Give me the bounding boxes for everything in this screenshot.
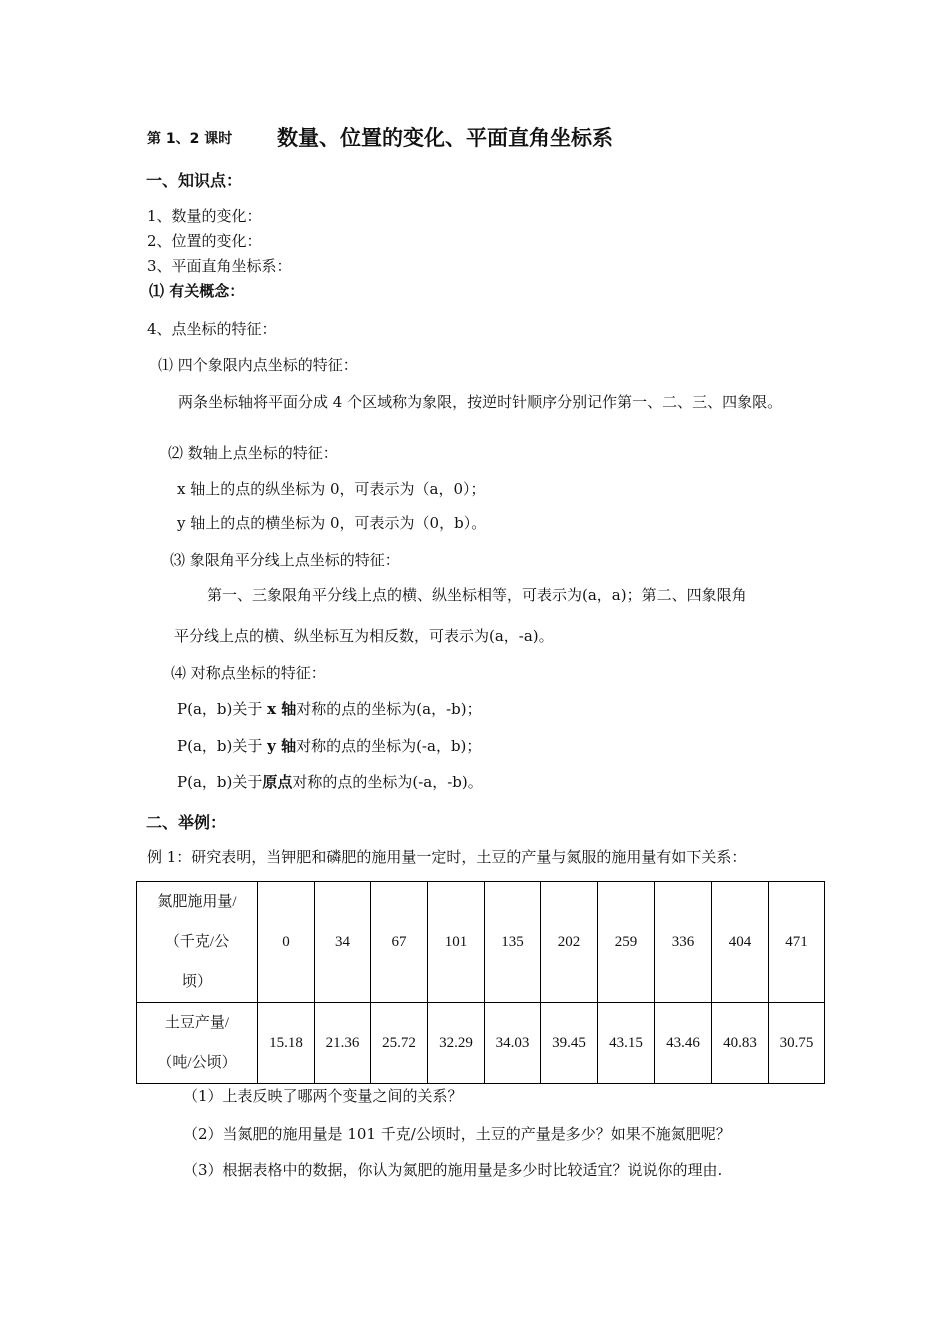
table-row: [137, 882, 825, 1003]
table-cell: 34.03: [485, 1003, 541, 1084]
table-cell: 336: [655, 882, 712, 1003]
item-related-concepts: ⑴ 有关概念：: [149, 282, 245, 300]
question-1: （1）上表反映了哪两个变量之间的关系？: [183, 1087, 463, 1105]
table-cell: 34: [315, 882, 371, 1003]
table-cell: 471: [769, 882, 825, 1003]
page-title: 数量、位置的变化、平面直角坐标系: [277, 126, 613, 150]
item-point-features: 4、点坐标的特征：: [147, 320, 277, 338]
y-axis-rule: y 轴上的点的横坐标为 0，可表示为（0，b）。: [177, 514, 487, 532]
example-1-text: 例 1：研究表明，当钾肥和磷肥的施用量一定时，土豆的产量与氮服的施用量有如下关系：: [147, 848, 747, 866]
item-coordinate-system: 3、平面直角坐标系：: [147, 257, 292, 275]
data-table: [136, 881, 825, 1084]
item-position-change: 2、位置的变化：: [147, 232, 262, 250]
table-cell: 25.72: [371, 1003, 428, 1084]
subheading-symmetry: ⑷ 对称点坐标的特征：: [171, 664, 326, 682]
row-label-potato-yield: 土豆产量/ （吨/公顷）: [137, 1003, 258, 1084]
quadrants-text: 两条坐标轴将平面分成 4 个区域称为象限，按逆时针顺序分别记作第一、二、三、四象限。: [178, 393, 783, 411]
symmetry-y-axis: P(a，b)关于 y 轴对称的点的坐标为(-a，b)；: [177, 737, 482, 755]
lesson-label: 第 1、2 课时: [147, 131, 233, 147]
subheading-bisector: ⑶ 象限角平分线上点坐标的特征：: [170, 551, 400, 569]
table-cell: 32.29: [428, 1003, 485, 1084]
table-cell: 43.15: [598, 1003, 655, 1084]
table-cell: 15.18: [258, 1003, 315, 1084]
section-heading-examples: 二、举例：: [146, 813, 227, 832]
table-cell: 135: [485, 882, 541, 1003]
symmetry-origin: P(a，b)关于原点对称的点的坐标为(-a，-b)。: [177, 773, 483, 791]
x-axis-rule: x 轴上的点的纵坐标为 0，可表示为（a，0）；: [177, 480, 486, 498]
item-quantity-change: 1、数量的变化：: [147, 207, 262, 225]
symmetry-x-axis: P(a，b)关于 x 轴对称的点的坐标为(a，-b)；: [177, 700, 482, 718]
table-cell: 40.83: [712, 1003, 769, 1084]
table-row: [137, 1003, 825, 1084]
table-cell: 404: [712, 882, 769, 1003]
bisector-line-2: 平分线上点的横、纵坐标互为相反数，可表示为(a，-a)。: [174, 627, 554, 645]
table-cell: 202: [541, 882, 598, 1003]
subheading-axis-points: ⑵ 数轴上点坐标的特征：: [168, 444, 338, 462]
table-cell: 21.36: [315, 1003, 371, 1084]
table-cell: 39.45: [541, 1003, 598, 1084]
table-cell: 259: [598, 882, 655, 1003]
table-cell: 30.75: [769, 1003, 825, 1084]
question-3: （3）根据表格中的数据，你认为氮肥的施用量是多少时比较适宜？说说你的理由.: [183, 1161, 723, 1179]
row-label-nitrogen: 氮肥施用量/ （千克/公 顷）: [137, 882, 258, 1003]
bisector-line-1: 第一、三象限角平分线上点的横、纵坐标相等，可表示为(a，a)；第二、四象限角: [207, 586, 747, 604]
section-heading-knowledge: 一、知识点：: [146, 171, 243, 190]
question-2: （2）当氮肥的施用量是 101 千克/公顷时，土豆的产量是多少？如果不施氮肥呢？: [183, 1125, 731, 1143]
table-cell: 43.46: [655, 1003, 712, 1084]
subheading-quadrants: ⑴ 四个象限内点坐标的特征：: [158, 356, 358, 374]
table-cell: 0: [258, 882, 315, 1003]
table-cell: 101: [428, 882, 485, 1003]
table-cell: 67: [371, 882, 428, 1003]
